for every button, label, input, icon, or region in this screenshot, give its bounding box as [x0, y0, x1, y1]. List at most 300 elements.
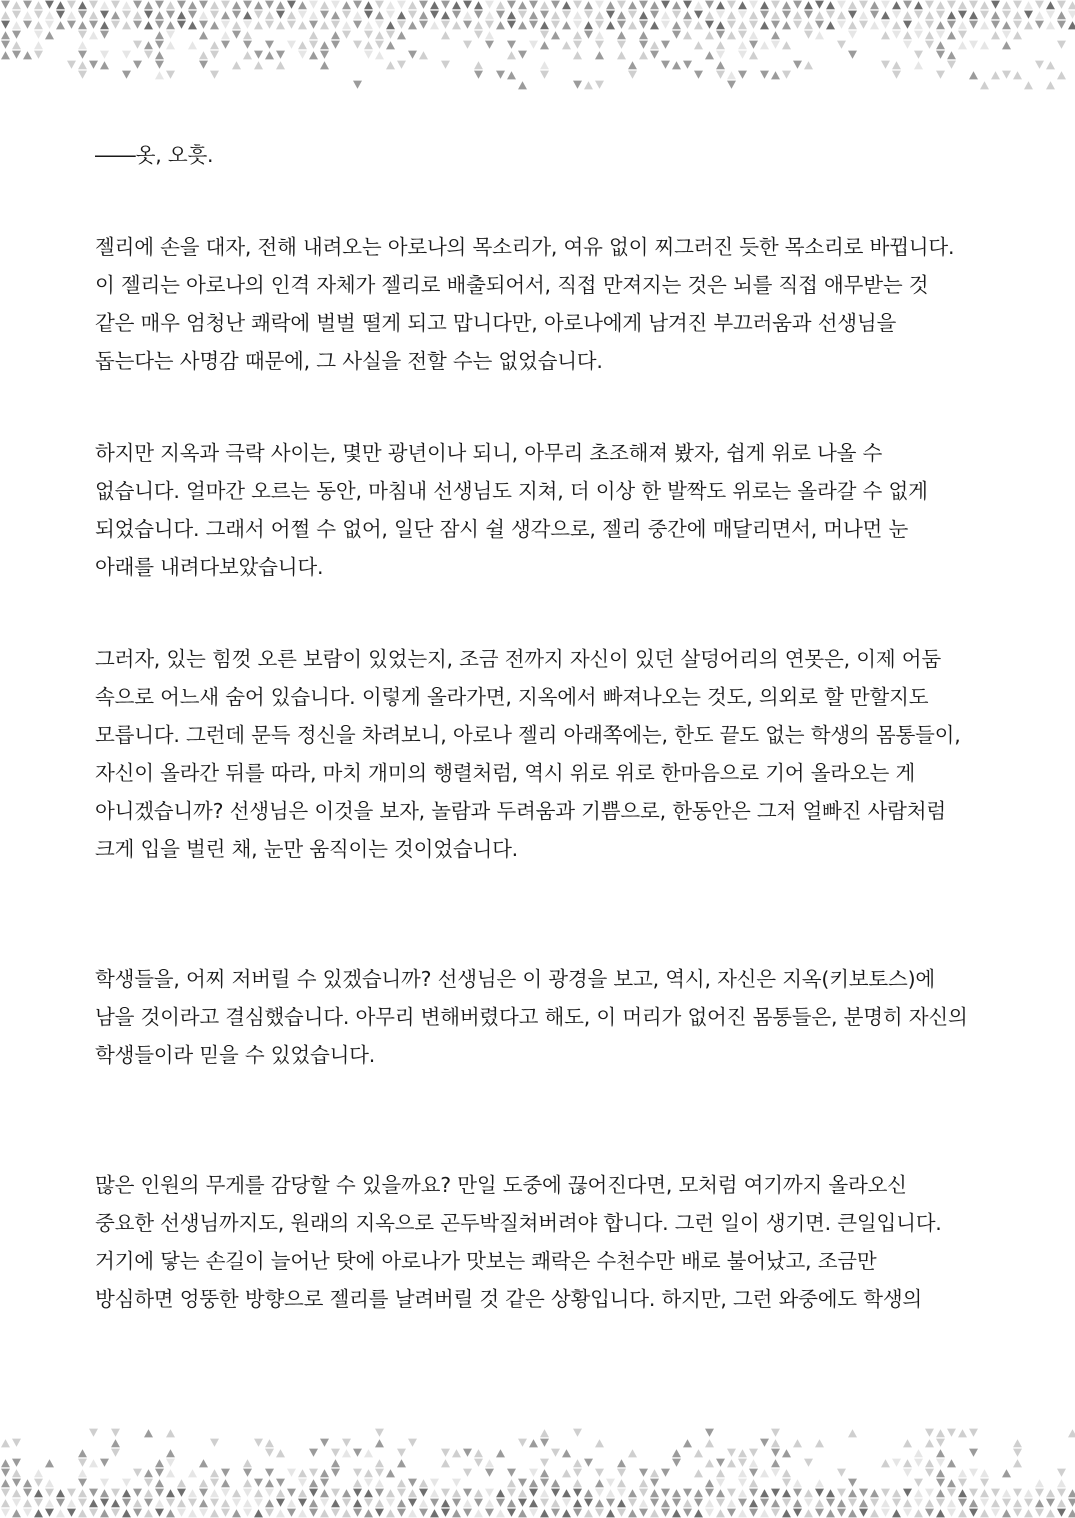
pattern-triangle [594, 1488, 605, 1498]
pattern-triangle [594, 10, 605, 20]
pattern-triangle [792, 60, 803, 70]
pattern-triangle [704, 1498, 715, 1508]
pattern-triangle [836, 20, 847, 30]
pattern-triangle [198, 1488, 209, 1498]
pattern-triangle [561, 20, 572, 30]
pattern-triangle [682, 1498, 693, 1508]
pattern-triangle [649, 50, 660, 60]
pattern-triangle [341, 20, 352, 30]
pattern-triangle [319, 1438, 330, 1448]
pattern-triangle [440, 1488, 451, 1498]
pattern-triangle [429, 10, 440, 20]
pattern-triangle [407, 1498, 418, 1508]
pattern-triangle [253, 1478, 264, 1488]
text-line: 아니겠습니까? 선생님은 이것을 보자, 놀람과 두려움과 기쁨으로, 한동안은 그저 얼빠진 사람처럼 [95, 799, 946, 823]
pattern-triangle [374, 50, 385, 60]
pattern-triangle [550, 1478, 561, 1488]
pattern-triangle [407, 50, 418, 60]
pattern-triangle [693, 20, 704, 30]
pattern-triangle [902, 0, 913, 10]
pattern-triangle [946, 1508, 957, 1518]
pattern-triangle [671, 30, 682, 40]
pattern-triangle [1056, 1478, 1067, 1488]
pattern-triangle [715, 40, 726, 50]
pattern-triangle [649, 1498, 660, 1508]
pattern-triangle [33, 0, 44, 10]
pattern-triangle [869, 1488, 880, 1498]
text-line: 학생들이라 믿을 수 있었습니다. [95, 1043, 376, 1067]
pattern-triangle [319, 1508, 330, 1518]
pattern-triangle [1056, 10, 1067, 20]
pattern-triangle [187, 1508, 198, 1518]
pattern-triangle [693, 10, 704, 20]
pattern-triangle [902, 1498, 913, 1508]
pattern-triangle [913, 10, 924, 20]
pattern-triangle [1012, 1498, 1023, 1508]
pattern-triangle [143, 1488, 154, 1498]
pattern-triangle [99, 1458, 110, 1468]
pattern-triangle [660, 1508, 671, 1518]
pattern-triangle [363, 1468, 374, 1478]
pattern-triangle [1012, 1448, 1023, 1458]
pattern-triangle [1056, 1488, 1067, 1498]
pattern-triangle [451, 1488, 462, 1498]
pattern-triangle [330, 20, 341, 30]
pattern-triangle [33, 1488, 44, 1498]
pattern-triangle [33, 1468, 44, 1478]
pattern-triangle [396, 0, 407, 10]
pattern-triangle [935, 1508, 946, 1518]
pattern-triangle [715, 10, 726, 20]
pattern-triangle [429, 1508, 440, 1518]
pattern-triangle [99, 0, 110, 10]
pattern-triangle [187, 40, 198, 50]
pattern-triangle [352, 0, 363, 10]
pattern-triangle [374, 1428, 385, 1438]
pattern-triangle [704, 1488, 715, 1498]
pattern-triangle [946, 1498, 957, 1508]
pattern-triangle [407, 20, 418, 30]
pattern-triangle [1012, 30, 1023, 40]
pattern-triangle [781, 1468, 792, 1478]
pattern-triangle [946, 20, 957, 30]
pattern-triangle [979, 10, 990, 20]
pattern-triangle [649, 1478, 660, 1488]
pattern-triangle [275, 1478, 286, 1488]
pattern-triangle [253, 1508, 264, 1518]
pattern-triangle [759, 1498, 770, 1508]
pattern-triangle [198, 20, 209, 30]
pattern-triangle [957, 40, 968, 50]
pattern-triangle [484, 1488, 495, 1498]
pattern-triangle [308, 30, 319, 40]
pattern-triangle [418, 1498, 429, 1508]
pattern-triangle [759, 1468, 770, 1478]
pattern-triangle [297, 1478, 308, 1488]
pattern-triangle [605, 20, 616, 30]
pattern-triangle [583, 10, 594, 20]
pattern-triangle [77, 1448, 88, 1458]
pattern-triangle [825, 20, 836, 30]
pattern-triangle [572, 50, 583, 60]
pattern-triangle [88, 20, 99, 30]
pattern-triangle [11, 10, 22, 20]
pattern-triangle [220, 40, 231, 50]
pattern-triangle [396, 30, 407, 40]
pattern-triangle [605, 0, 616, 10]
pattern-triangle [242, 40, 253, 50]
pattern-triangle [0, 0, 11, 10]
pattern-triangle [374, 0, 385, 10]
pattern-triangle [561, 1488, 572, 1498]
text-line: 남을 것이라고 결심했습니다. 아무리 변해버렸다고 해도, 이 머리가 없어진 몸통들은, 분명히 자신의 [95, 1005, 968, 1029]
pattern-triangle [407, 1488, 418, 1498]
pattern-triangle [143, 1478, 154, 1488]
pattern-triangle [143, 10, 154, 20]
pattern-triangle [121, 50, 132, 60]
pattern-triangle [297, 50, 308, 60]
pattern-triangle [396, 1448, 407, 1458]
pattern-triangle [1001, 1468, 1012, 1478]
pattern-triangle [22, 10, 33, 20]
pattern-triangle [451, 10, 462, 20]
pattern-triangle [726, 1508, 737, 1518]
pattern-triangle [814, 1438, 825, 1448]
pattern-triangle [363, 1488, 374, 1498]
pattern-triangle [1034, 20, 1045, 30]
pattern-triangle [627, 20, 638, 30]
pattern-triangle [363, 50, 374, 60]
pattern-triangle [572, 1458, 583, 1468]
pattern-triangle [198, 30, 209, 40]
pattern-triangle [220, 1478, 231, 1488]
pattern-triangle [1023, 10, 1034, 20]
pattern-triangle [363, 30, 374, 40]
pattern-triangle [451, 0, 462, 10]
pattern-triangle [803, 1458, 814, 1468]
pattern-triangle [1056, 0, 1067, 10]
pattern-triangle [253, 1498, 264, 1508]
pattern-triangle [836, 1468, 847, 1478]
pattern-triangle [407, 10, 418, 20]
pattern-triangle [594, 1478, 605, 1488]
pattern-triangle [847, 50, 858, 60]
pattern-triangle [814, 1488, 825, 1498]
pattern-triangle [143, 1468, 154, 1478]
pattern-triangle [528, 20, 539, 30]
pattern-triangle [22, 0, 33, 10]
pattern-triangle [627, 60, 638, 70]
pattern-triangle [649, 1488, 660, 1498]
pattern-triangle [715, 70, 726, 80]
pattern-triangle [1001, 70, 1012, 80]
pattern-triangle [979, 1478, 990, 1488]
pattern-triangle [1045, 60, 1056, 70]
pattern-triangle [165, 30, 176, 40]
pattern-triangle [209, 70, 220, 80]
pattern-triangle [121, 0, 132, 10]
pattern-triangle [638, 1508, 649, 1518]
pattern-triangle [759, 0, 770, 10]
pattern-triangle [726, 1488, 737, 1498]
pattern-triangle [1001, 40, 1012, 50]
pattern-triangle [1045, 0, 1056, 10]
pattern-triangle [132, 20, 143, 30]
pattern-triangle [649, 20, 660, 30]
pattern-triangle [726, 10, 737, 20]
pattern-triangle [935, 20, 946, 30]
pattern-triangle [77, 50, 88, 60]
pattern-triangle [418, 1478, 429, 1488]
pattern-triangle [704, 1458, 715, 1468]
pattern-triangle [0, 1438, 11, 1448]
pattern-triangle [231, 20, 242, 30]
pattern-triangle [0, 1488, 11, 1498]
pattern-triangle [319, 10, 330, 20]
pattern-triangle [1023, 0, 1034, 10]
pattern-triangle [187, 1498, 198, 1508]
pattern-triangle [1045, 1488, 1056, 1498]
pattern-triangle [770, 1468, 781, 1478]
pattern-triangle [583, 1508, 594, 1518]
pattern-triangle [660, 1468, 671, 1478]
pattern-triangle [649, 1468, 660, 1478]
pattern-triangle [748, 20, 759, 30]
pattern-triangle [418, 10, 429, 20]
pattern-triangle [616, 1468, 627, 1478]
pattern-triangle [924, 1458, 935, 1468]
pattern-triangle [88, 0, 99, 10]
pattern-triangle [374, 1438, 385, 1448]
pattern-triangle [286, 0, 297, 10]
pattern-triangle [88, 1508, 99, 1518]
pattern-triangle [143, 1508, 154, 1518]
pattern-triangle [770, 1508, 781, 1518]
pattern-triangle [253, 1438, 264, 1448]
pattern-triangle [616, 1458, 627, 1468]
pattern-triangle [220, 1488, 231, 1498]
pattern-triangle [946, 1428, 957, 1438]
pattern-triangle [583, 1488, 594, 1498]
text-line: 젤리에 손을 대자, 전해 내려오는 아로나의 목소리가, 여유 없이 찌그러진 듯한 목소리로 바뀝니다. [95, 235, 955, 259]
pattern-triangle [902, 1458, 913, 1468]
pattern-triangle [583, 30, 594, 40]
pattern-triangle [572, 1488, 583, 1498]
pattern-triangle [583, 1498, 594, 1508]
pattern-triangle [0, 1468, 11, 1478]
pattern-triangle [726, 1458, 737, 1468]
pattern-triangle [913, 0, 924, 10]
pattern-triangle [770, 1458, 781, 1468]
pattern-triangle [748, 50, 759, 60]
pattern-triangle [902, 1488, 913, 1498]
pattern-triangle [550, 0, 561, 10]
pattern-triangle [902, 1508, 913, 1518]
pattern-triangle [770, 30, 781, 40]
pattern-triangle [418, 0, 429, 10]
pattern-triangle [33, 1478, 44, 1488]
pattern-triangle [132, 10, 143, 20]
pattern-triangle [913, 1448, 924, 1458]
pattern-triangle [473, 10, 484, 20]
pattern-triangle [627, 1448, 638, 1458]
pattern-triangle [968, 40, 979, 50]
pattern-triangle [616, 20, 627, 30]
pattern-triangle [814, 10, 825, 20]
pattern-triangle [473, 30, 484, 40]
pattern-triangle [594, 1438, 605, 1448]
pattern-triangle [935, 10, 946, 20]
pattern-triangle [704, 30, 715, 40]
pattern-triangle [385, 20, 396, 30]
pattern-triangle [308, 20, 319, 30]
pattern-triangle [44, 1498, 55, 1508]
pattern-triangle [264, 40, 275, 50]
pattern-triangle [968, 1428, 979, 1438]
pattern-triangle [264, 10, 275, 20]
pattern-triangle [935, 50, 946, 60]
pattern-triangle [44, 1458, 55, 1468]
pattern-triangle [440, 60, 451, 70]
pattern-triangle [858, 1508, 869, 1518]
pattern-triangle [396, 10, 407, 20]
pattern-triangle [660, 10, 671, 20]
pattern-triangle [902, 1438, 913, 1448]
pattern-triangle [979, 40, 990, 50]
pattern-triangle [682, 20, 693, 30]
pattern-triangle [495, 70, 506, 80]
pattern-triangle [132, 40, 143, 50]
pattern-triangle [506, 50, 517, 60]
pattern-triangle [968, 1508, 979, 1518]
pattern-triangle [1001, 1508, 1012, 1518]
pattern-triangle [759, 20, 770, 30]
pattern-triangle [198, 1508, 209, 1518]
pattern-triangle [968, 10, 979, 20]
pattern-triangle [649, 0, 660, 10]
pattern-triangle [902, 30, 913, 40]
pattern-triangle [462, 10, 473, 20]
pattern-triangle [231, 1498, 242, 1508]
pattern-triangle [968, 1448, 979, 1458]
pattern-triangle [385, 60, 396, 70]
pattern-triangle [935, 1498, 946, 1508]
pattern-triangle [110, 1488, 121, 1498]
pattern-triangle [726, 70, 737, 80]
pattern-triangle [748, 0, 759, 10]
pattern-triangle [704, 1478, 715, 1488]
pattern-triangle [572, 1508, 583, 1518]
pattern-triangle [583, 0, 594, 10]
pattern-triangle [825, 1488, 836, 1498]
pattern-triangle [209, 40, 220, 50]
pattern-triangle [407, 0, 418, 10]
pattern-triangle [781, 1508, 792, 1518]
pattern-triangle [440, 20, 451, 30]
pattern-triangle [990, 0, 1001, 10]
pattern-triangle [891, 20, 902, 30]
pattern-triangle [176, 0, 187, 10]
pattern-triangle [539, 1438, 550, 1448]
pattern-triangle [649, 40, 660, 50]
pattern-triangle [374, 1508, 385, 1518]
pattern-triangle [462, 1488, 473, 1498]
pattern-triangle [231, 0, 242, 10]
pattern-triangle [11, 40, 22, 50]
pattern-triangle [77, 10, 88, 20]
pattern-triangle [715, 0, 726, 10]
pattern-triangle [770, 10, 781, 20]
pattern-triangle [121, 1478, 132, 1488]
pattern-triangle [132, 1498, 143, 1508]
pattern-triangle [792, 0, 803, 10]
pattern-triangle [517, 1488, 528, 1498]
pattern-triangle [847, 20, 858, 30]
pattern-triangle [297, 1508, 308, 1518]
pattern-triangle [572, 20, 583, 30]
pattern-triangle [891, 30, 902, 40]
pattern-triangle [946, 50, 957, 60]
triangle-pattern-top [0, 0, 1075, 90]
pattern-triangle [242, 0, 253, 10]
pattern-triangle [198, 50, 209, 60]
text-line: 이 젤리는 아로나의 인격 자체가 젤리로 배출되어서, 직접 만져지는 것은 뇌를 직접 애무받는 것 [95, 273, 929, 297]
pattern-triangle [528, 1478, 539, 1488]
pattern-triangle [484, 20, 495, 30]
pattern-triangle [473, 0, 484, 10]
pattern-triangle [165, 10, 176, 20]
pattern-triangle [594, 0, 605, 10]
pattern-triangle [363, 0, 374, 10]
pattern-triangle [924, 1488, 935, 1498]
pattern-triangle [308, 40, 319, 50]
pattern-triangle [539, 0, 550, 10]
text-line: 없습니다. 얼마간 오르는 동안, 마침내 선생님도 지쳐, 더 이상 한 발짝도 위로는 올라갈 수 없게 [95, 479, 928, 503]
pattern-triangle [396, 1508, 407, 1518]
pattern-triangle [605, 1498, 616, 1508]
pattern-triangle [33, 1508, 44, 1518]
pattern-triangle [770, 1488, 781, 1498]
pattern-triangle [1012, 1488, 1023, 1498]
pattern-triangle [352, 1468, 363, 1478]
pattern-triangle [44, 1488, 55, 1498]
pattern-triangle [0, 30, 11, 40]
pattern-triangle [198, 1478, 209, 1488]
pattern-triangle [1056, 70, 1067, 80]
pattern-triangle [352, 1508, 363, 1518]
pattern-triangle [572, 1468, 583, 1478]
pattern-triangle [814, 1508, 825, 1518]
pattern-triangle [858, 0, 869, 10]
pattern-triangle [924, 20, 935, 30]
pattern-triangle [616, 10, 627, 20]
pattern-triangle [770, 0, 781, 10]
pattern-triangle [231, 30, 242, 40]
pattern-triangle [55, 0, 66, 10]
pattern-triangle [44, 20, 55, 30]
pattern-triangle [319, 60, 330, 70]
pattern-triangle [506, 10, 517, 20]
pattern-triangle [0, 50, 11, 60]
pattern-triangle [990, 1488, 1001, 1498]
pattern-triangle [495, 1448, 506, 1458]
pattern-triangle [605, 10, 616, 20]
pattern-triangle [242, 1478, 253, 1488]
pattern-triangle [946, 1488, 957, 1498]
pattern-triangle [924, 1508, 935, 1518]
pattern-triangle [561, 1448, 572, 1458]
pattern-triangle [913, 60, 924, 70]
